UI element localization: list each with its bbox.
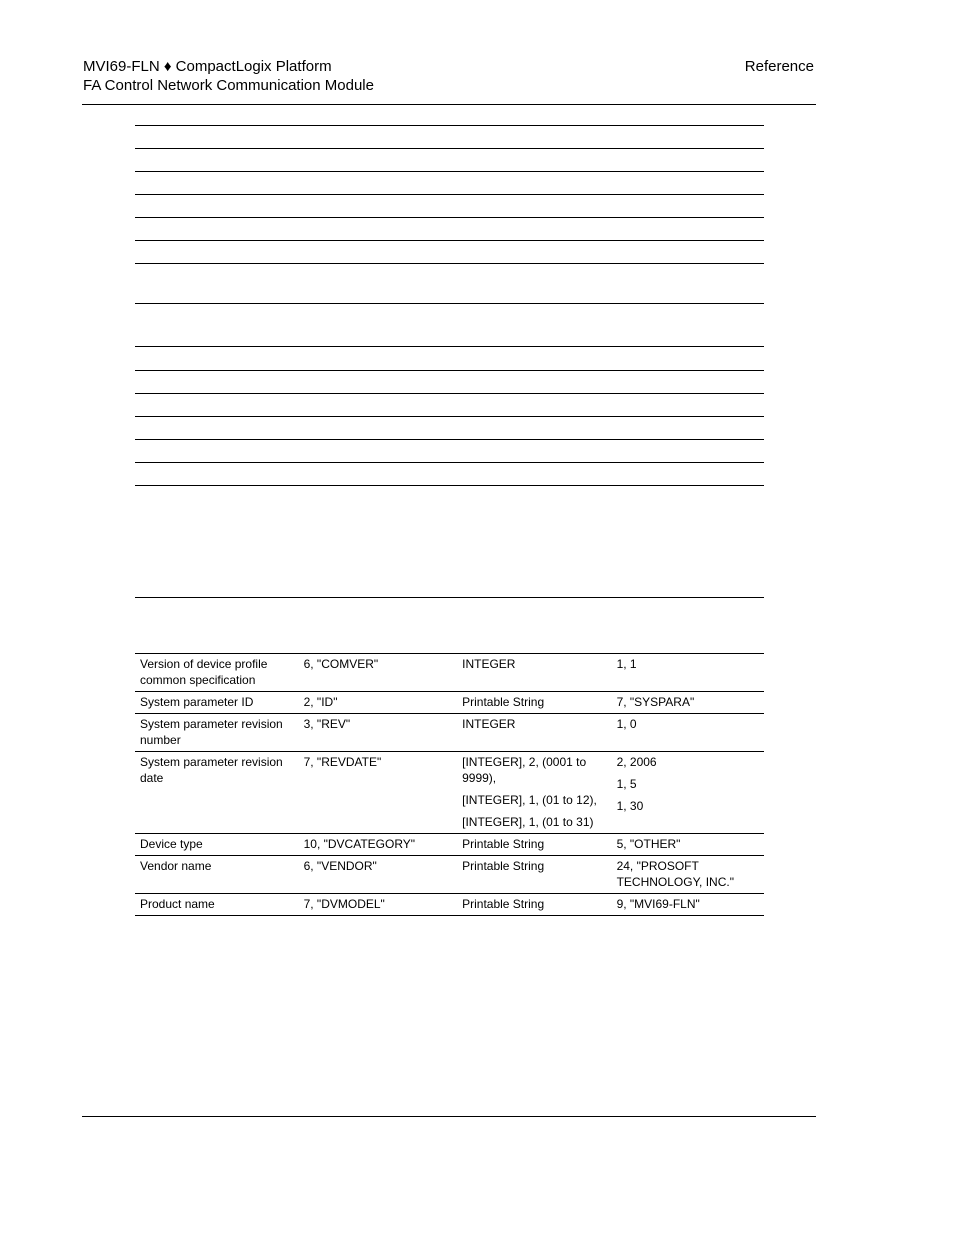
parameter-cell: 6, "VENDOR"	[299, 856, 458, 894]
parameter-cell: 2, "ID"	[299, 692, 458, 714]
type-text: Printable String	[462, 897, 545, 911]
page-header-title	[83, 57, 374, 95]
type-cell	[457, 856, 611, 894]
type-cell	[457, 714, 611, 752]
table-rule	[135, 148, 764, 149]
table-rule	[135, 416, 764, 417]
type-cell	[457, 752, 611, 834]
table-row	[135, 752, 764, 834]
table-rule	[135, 346, 764, 347]
table-rule	[135, 125, 764, 126]
type-text: [INTEGER], 2, (0001 to 9999),	[462, 755, 587, 785]
item-cell: System parameter revision date	[135, 752, 299, 834]
table-rule	[135, 393, 764, 394]
table-rule	[135, 240, 764, 241]
value-text: 9, "MVI69-FLN"	[616, 897, 700, 911]
value-text: 1, 1	[616, 657, 637, 671]
parameter-cell: 10, "DVCATEGORY"	[299, 834, 458, 856]
value-text: 5, "OTHER"	[616, 837, 681, 851]
value-cell	[612, 714, 764, 752]
parameter-cell: 3, "REV"	[299, 714, 458, 752]
type-text: INTEGER	[462, 657, 516, 671]
value-text: 1, 5	[616, 777, 637, 791]
value-text: 7, "SYSPARA"	[616, 695, 695, 709]
item-cell: System parameter ID	[135, 692, 299, 714]
table-rule	[135, 217, 764, 218]
value-text: 1, 30	[616, 799, 644, 813]
header-divider	[82, 104, 816, 105]
item-cell: System parameter revision number	[135, 714, 299, 752]
value-cell	[612, 834, 764, 856]
table-rule	[135, 370, 764, 371]
table-row	[135, 714, 764, 752]
type-cell	[457, 834, 611, 856]
table-rule	[135, 462, 764, 463]
table-row	[135, 692, 764, 714]
value-cell	[612, 856, 764, 894]
type-cell	[457, 894, 611, 916]
type-text: INTEGER	[462, 717, 516, 731]
value-cell	[612, 654, 764, 692]
header-product-line: MVI69-FLN ♦ CompactLogix Platform	[83, 58, 332, 75]
table-rule	[135, 303, 764, 304]
value-text: 1, 0	[616, 717, 637, 731]
value-cell	[612, 894, 764, 916]
value-text: 2, 2006	[616, 755, 657, 769]
table-row	[135, 894, 764, 916]
header-section-label: Reference	[744, 58, 814, 75]
table-row	[135, 834, 764, 856]
footer-divider	[82, 1116, 816, 1117]
item-cell: Version of device profile common specification	[135, 654, 299, 692]
item-cell: Device type	[135, 834, 299, 856]
type-text: Printable String	[462, 695, 545, 709]
type-text: Printable String	[462, 859, 545, 873]
parameter-cell: 7, "REVDATE"	[299, 752, 458, 834]
table-rule	[135, 263, 764, 264]
value-cell	[612, 752, 764, 834]
type-text: [INTEGER], 1, (01 to 31)	[462, 815, 594, 829]
table-row	[135, 654, 764, 692]
parameter-cell: 7, "DVMODEL"	[299, 894, 458, 916]
table-rule	[135, 194, 764, 195]
system-parameter-table	[135, 653, 764, 916]
item-cell: Product name	[135, 894, 299, 916]
item-cell: Vendor name	[135, 856, 299, 894]
table-rule	[135, 597, 764, 598]
table-row	[135, 856, 764, 894]
value-text: 24, "PROSOFT TECHNOLOGY, INC."	[616, 859, 734, 889]
table-rule	[135, 171, 764, 172]
type-text: Printable String	[462, 837, 545, 851]
parameter-cell: 6, "COMVER"	[299, 654, 458, 692]
type-text: [INTEGER], 1, (01 to 12),	[462, 793, 597, 807]
value-cell	[612, 692, 764, 714]
header-module-line: FA Control Network Communication Module	[83, 77, 374, 94]
type-cell	[457, 654, 611, 692]
type-cell	[457, 692, 611, 714]
table-rule	[135, 485, 764, 486]
table-rule	[135, 439, 764, 440]
